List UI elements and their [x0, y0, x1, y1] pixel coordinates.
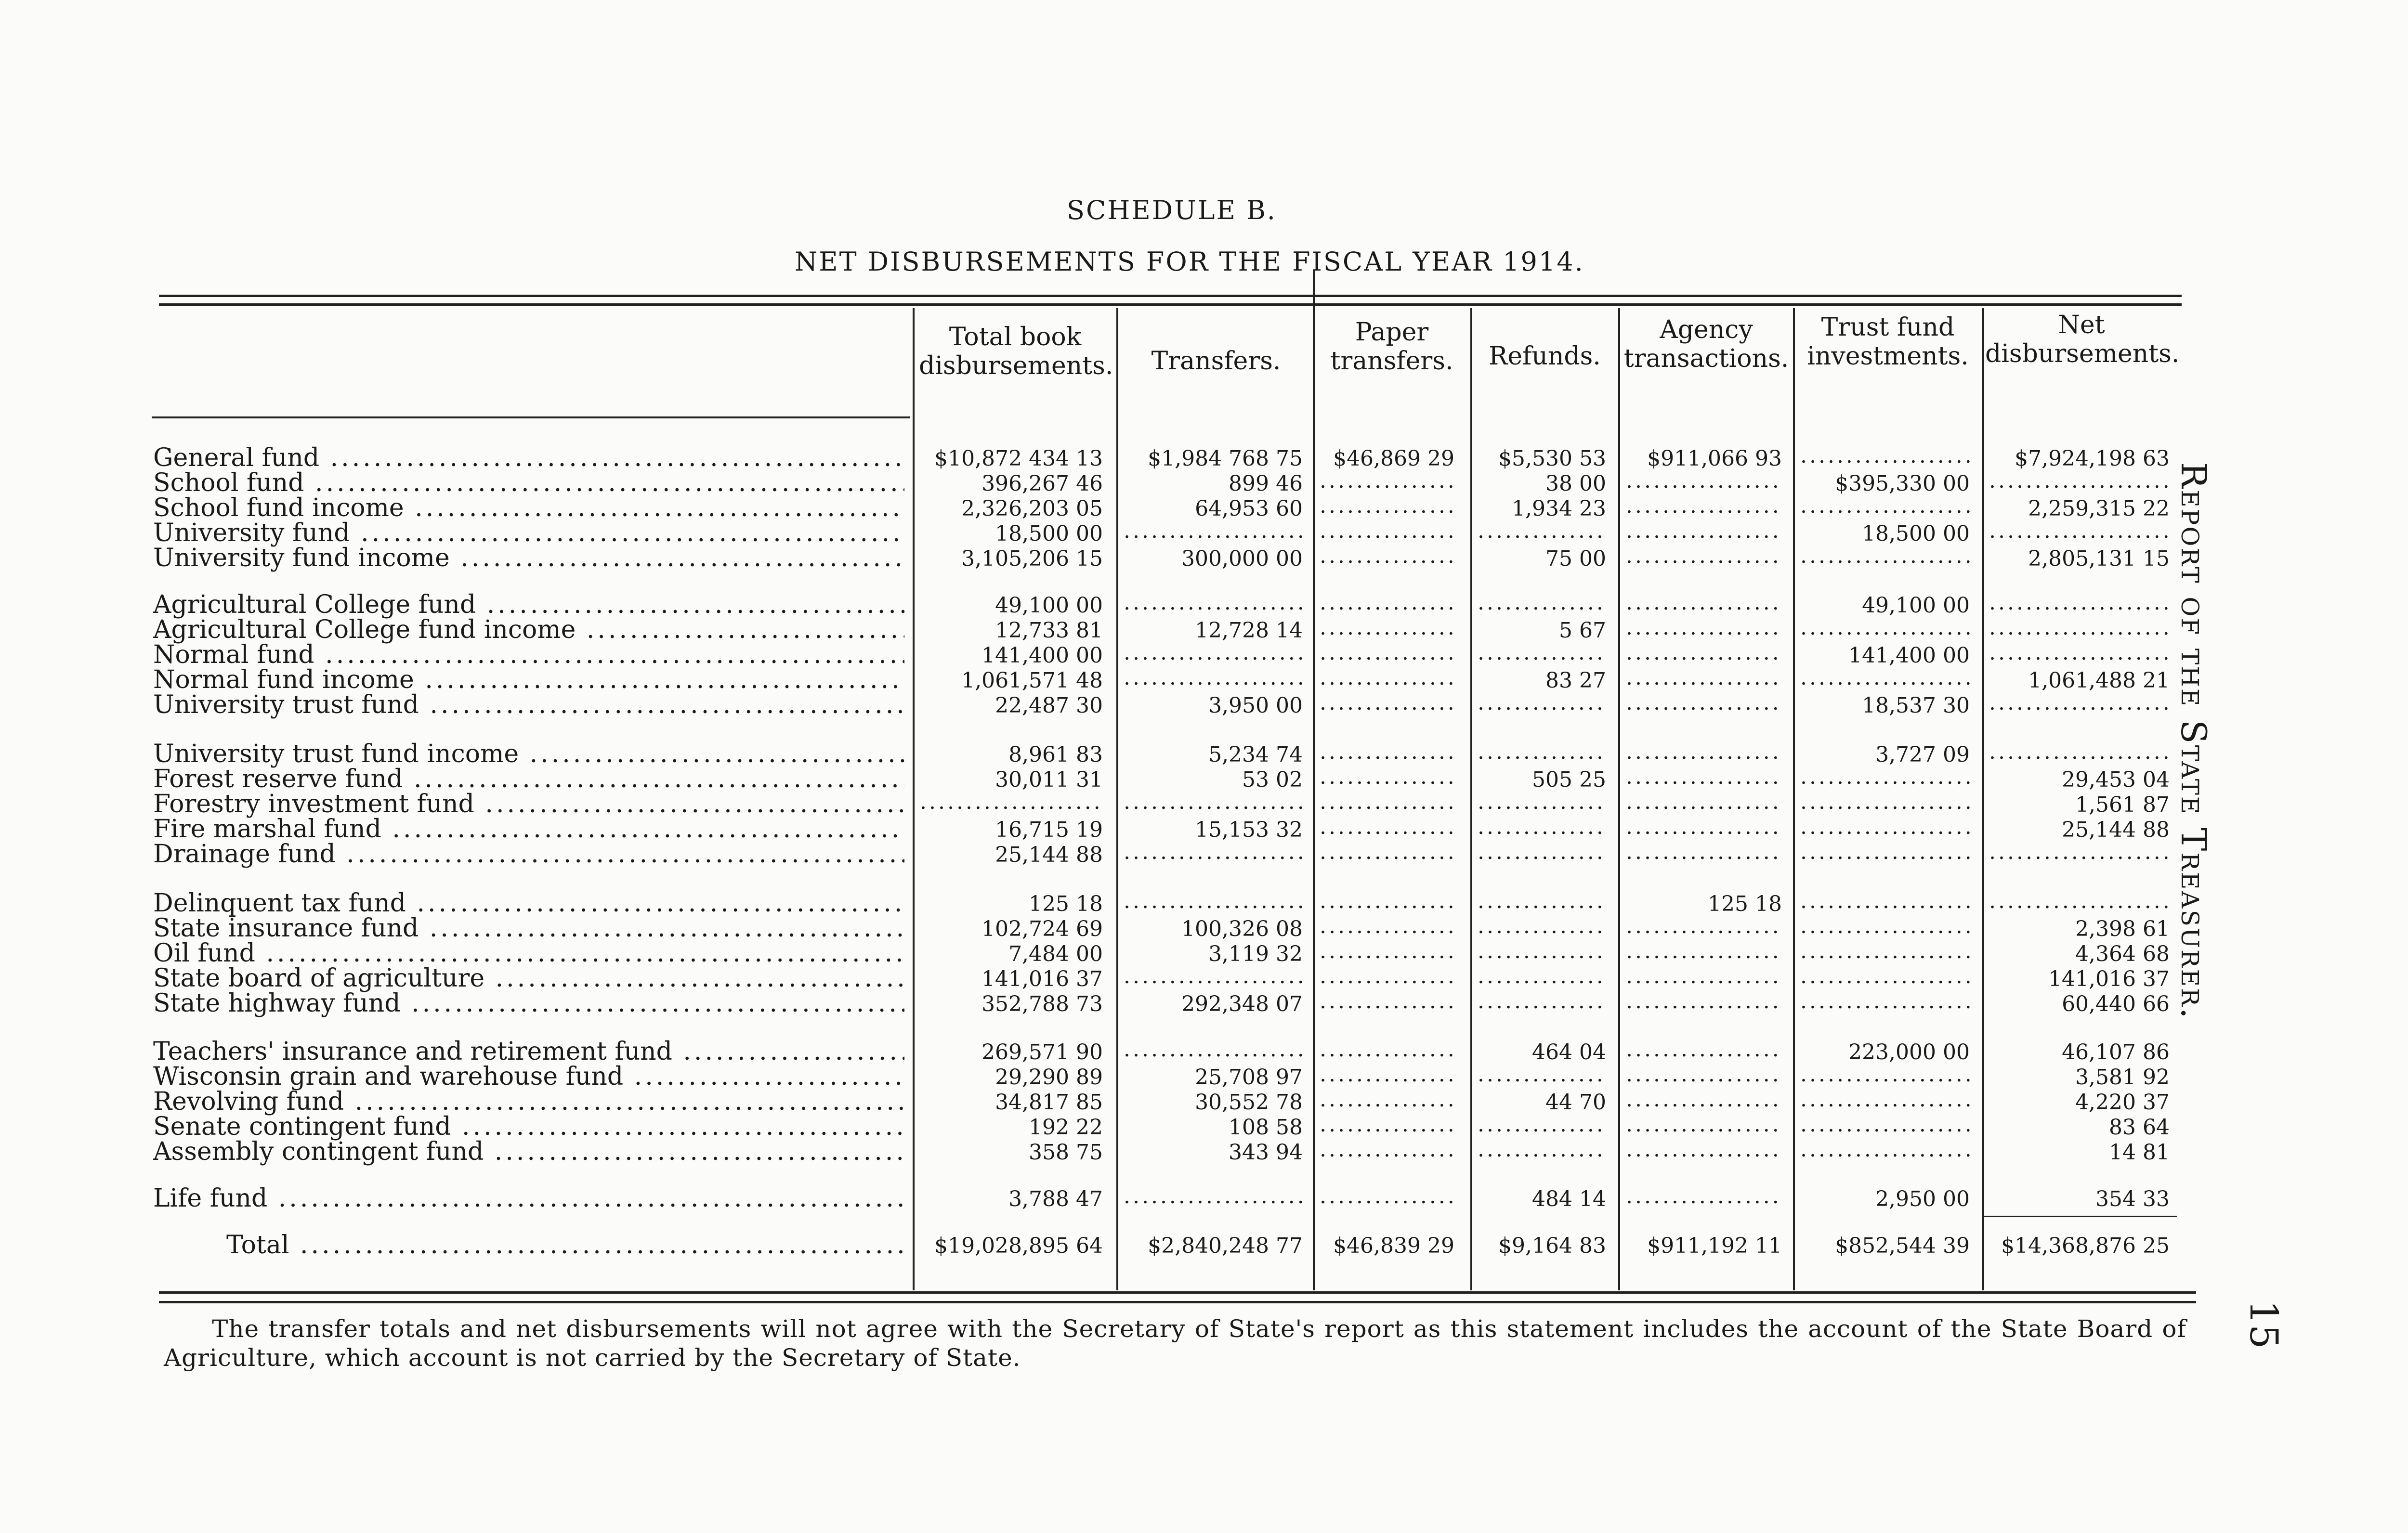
table-cell: $46,839 29 — [1333, 1234, 1454, 1258]
dot-leader — [1478, 518, 1606, 545]
dot-leader — [1124, 888, 1303, 915]
dot-leader — [1626, 988, 1782, 1015]
table-cell: $5,530 53 — [1498, 446, 1606, 471]
dot-leader — [1989, 468, 2170, 494]
dot-leader — [1800, 764, 1970, 791]
dot-leader — [1626, 789, 1782, 816]
row-label: State insurance fund ..... — [153, 914, 904, 943]
table-cell: 18,537 30 — [1862, 693, 1970, 718]
table-cell: $7,924,198 63 — [2015, 446, 2170, 471]
dot-leader — [1478, 1136, 1606, 1163]
column-header-total-book: Total book disbursements. — [919, 323, 1113, 380]
dot-leader — [1478, 1111, 1606, 1138]
column-rule-2 — [1116, 308, 1118, 1290]
table-cell: $9,164 83 — [1498, 1234, 1606, 1258]
table-cell: 5,234 74 — [1208, 742, 1303, 767]
dot-leader — [1800, 1086, 1970, 1113]
column-rule-5 — [1618, 308, 1620, 1290]
dot-leader — [1989, 739, 2170, 766]
dot-leader — [1626, 543, 1782, 570]
table-cell: 292,348 07 — [1181, 992, 1303, 1016]
dot-leader — [1478, 1061, 1606, 1088]
dot-leader — [1800, 938, 1970, 965]
row-label: Drainage fund ..... — [153, 840, 904, 869]
dot-leader — [1320, 1036, 1454, 1063]
table-cell: 3,105,206 15 — [961, 546, 1103, 571]
table-cell: 83 64 — [2109, 1115, 2170, 1140]
dot-leader — [1626, 1111, 1782, 1138]
dot-leader — [1626, 689, 1782, 716]
dot-leader — [1626, 814, 1782, 841]
row-label: Agricultural College fund ..... — [153, 590, 904, 619]
dot-leader — [1478, 963, 1606, 990]
table-cell: 15,153 32 — [1195, 818, 1303, 842]
dot-leader — [1320, 468, 1454, 494]
dot-leader — [1626, 493, 1782, 520]
page-number: 15 — [2241, 1300, 2286, 1349]
table-cell: 12,728 14 — [1195, 618, 1303, 643]
row-label: School fund ..... — [153, 468, 904, 497]
table-cell: $395,330 00 — [1835, 471, 1970, 496]
table-cell: 25,144 88 — [995, 843, 1103, 867]
dot-leader — [1626, 739, 1782, 766]
dot-leader — [1989, 614, 2170, 641]
table-top-rule-2 — [159, 303, 2182, 306]
dot-leader — [1989, 839, 2170, 866]
dot-leader — [1320, 1111, 1454, 1138]
table-cell: 1,061,488 21 — [2028, 668, 2170, 693]
dot-leader — [1320, 543, 1454, 570]
table-cell: 25,708 97 — [1195, 1065, 1303, 1090]
dot-leader — [1626, 938, 1782, 965]
dot-leader — [1800, 913, 1970, 940]
dot-leader — [1320, 1183, 1454, 1210]
table-cell: 8,961 83 — [1008, 742, 1103, 767]
column-header-trust-fund: Trust fund investments. — [1807, 313, 1969, 371]
total-rule — [1984, 1216, 2177, 1217]
dot-leader — [1800, 814, 1970, 841]
table-cell: 125 18 — [1029, 892, 1103, 916]
dot-leader — [1478, 689, 1606, 716]
dot-leader — [1320, 963, 1454, 990]
dot-leader — [1800, 1136, 1970, 1163]
dot-leader — [1124, 1036, 1303, 1063]
table-cell: 2,398 61 — [2075, 917, 2170, 941]
table-cell: 34,817 85 — [995, 1090, 1103, 1115]
row-label: Agricultural College fund income ..... — [153, 615, 904, 644]
table-cell: 484 14 — [1532, 1187, 1606, 1211]
column-header-paper-transfers: Paper transfers. — [1330, 318, 1453, 376]
table-cell: 30,011 31 — [995, 767, 1103, 792]
table-cell: 464 04 — [1532, 1040, 1606, 1065]
dot-leader — [1800, 789, 1970, 816]
dot-leader — [1320, 739, 1454, 766]
dot-leader — [1989, 639, 2170, 666]
row-label: Normal fund ..... — [153, 640, 904, 669]
table-cell: 12,733 81 — [995, 618, 1103, 643]
dot-leader — [1800, 614, 1970, 641]
dot-leader — [1320, 839, 1454, 866]
table-cell: 30,552 78 — [1195, 1090, 1303, 1115]
dot-leader — [1989, 689, 2170, 716]
table-cell: 60,440 66 — [2062, 992, 2170, 1016]
row-label: State board of agriculture ..... — [153, 964, 904, 993]
dot-leader — [1800, 1061, 1970, 1088]
dot-leader — [1626, 639, 1782, 666]
dot-leader — [1626, 468, 1782, 494]
dot-leader — [1320, 789, 1454, 816]
dot-leader — [1124, 664, 1303, 691]
dot-leader — [1320, 1086, 1454, 1113]
table-title: NET DISBURSEMENTS FOR THE FISCAL YEAR 1914. — [795, 247, 1584, 277]
table-cell: $1,984 768 75 — [1148, 446, 1303, 471]
dot-leader — [1124, 839, 1303, 866]
column-header-net: Net disbursements. — [1985, 311, 2180, 368]
table-cell: 4,364 68 — [2075, 942, 2170, 966]
table-cell: 3,950 00 — [1208, 693, 1303, 718]
table-cell: 343 94 — [1229, 1140, 1303, 1165]
table-cell: 46,107 86 — [2062, 1040, 2170, 1065]
dot-leader — [1320, 689, 1454, 716]
dot-leader — [1626, 1061, 1782, 1088]
dot-leader — [1124, 639, 1303, 666]
table-cell: $10,872 434 13 — [934, 446, 1103, 471]
dot-leader — [1800, 493, 1970, 520]
row-label: University trust fund ..... — [153, 690, 904, 719]
dot-leader — [1124, 589, 1303, 616]
table-cell: 899 46 — [1229, 471, 1303, 496]
dot-leader — [1124, 518, 1303, 545]
table-cell: 396,267 46 — [982, 471, 1103, 496]
table-cell: $852,544 39 — [1835, 1234, 1970, 1258]
dot-leader — [1124, 963, 1303, 990]
table-cell: $2,840,248 77 — [1148, 1234, 1303, 1258]
dot-leader — [1320, 913, 1454, 940]
table-bottom-rule-2 — [159, 1301, 2196, 1303]
table-cell: 352,788 73 — [982, 992, 1103, 1016]
dot-leader — [1320, 888, 1454, 915]
table-cell: 141,016 37 — [2048, 967, 2170, 991]
table-cell: 16,715 19 — [995, 818, 1103, 842]
row-label: Life fund ..... — [153, 1184, 904, 1213]
dot-leader — [1800, 1111, 1970, 1138]
row-label: State highway fund ..... — [153, 989, 904, 1018]
dot-leader — [1626, 1036, 1782, 1063]
table-cell: $14,368,876 25 — [2001, 1234, 2170, 1258]
dot-leader — [1800, 543, 1970, 570]
table-cell: 7,484 00 — [1008, 942, 1103, 966]
dot-leader — [1478, 988, 1606, 1015]
dot-leader — [1626, 1086, 1782, 1113]
table-cell: 49,100 00 — [995, 593, 1103, 618]
row-label: University fund ..... — [153, 519, 904, 547]
schedule-title: SCHEDULE B. — [1067, 195, 1277, 225]
dot-leader — [1320, 518, 1454, 545]
table-cell: 125 18 — [1708, 892, 1782, 916]
column-header-transfers: Transfers. — [1151, 347, 1281, 376]
table-cell: 83 27 — [1545, 668, 1606, 693]
table-cell: 1,561 87 — [2075, 792, 2170, 817]
dot-leader — [1626, 839, 1782, 866]
dot-leader — [1626, 963, 1782, 990]
dot-leader — [1626, 589, 1782, 616]
table-cell: 1,934 23 — [1512, 496, 1606, 521]
table-cell: 49,100 00 — [1862, 593, 1970, 618]
table-cell: 18,500 00 — [1862, 521, 1970, 546]
dot-leader — [1478, 639, 1606, 666]
row-label: Wisconsin grain and warehouse fund ..... — [153, 1062, 904, 1091]
running-head-side: Report of the State Treasurer. — [2173, 462, 2214, 1020]
table-cell: 100,326 08 — [1181, 917, 1303, 941]
dot-leader — [1626, 1136, 1782, 1163]
table-cell: 25,144 88 — [2062, 818, 2170, 842]
row-label: University trust fund income ..... — [153, 740, 904, 768]
table-cell: 22,487 30 — [995, 693, 1103, 718]
dot-leader — [1626, 1183, 1782, 1210]
table-cell: 354 33 — [2095, 1187, 2170, 1211]
dot-leader — [1800, 442, 1970, 469]
row-label: Fire marshal fund ..... — [153, 815, 904, 844]
dot-leader — [1320, 589, 1454, 616]
dot-leader — [1320, 814, 1454, 841]
dot-leader — [1320, 764, 1454, 791]
table-cell: 141,400 00 — [1848, 643, 1970, 668]
dot-leader — [1320, 664, 1454, 691]
table-cell: $911,066 93 — [1647, 446, 1782, 471]
footnote: The transfer totals and net disbursements will not agree with the Secretary of State's report as this statement includes the account of the State Board of Agriculture, which account is not carried by the Secretary of State. — [164, 1315, 2186, 1372]
dot-leader — [1320, 938, 1454, 965]
dot-leader — [1989, 518, 2170, 545]
table-cell: 3,119 32 — [1208, 942, 1303, 966]
dot-leader — [1626, 913, 1782, 940]
dot-leader — [1478, 938, 1606, 965]
row-label: Revolving fund ..... — [153, 1087, 904, 1116]
dot-leader — [1124, 1183, 1303, 1210]
dot-leader — [1478, 589, 1606, 616]
dot-leader — [1800, 963, 1970, 990]
table-cell: 2,805,131 15 — [2028, 546, 2170, 571]
dot-leader — [1320, 1136, 1454, 1163]
table-cell: 269,571 90 — [982, 1040, 1103, 1065]
table-cell: 3,581 92 — [2075, 1065, 2170, 1090]
table-cell: 4,220 37 — [2075, 1090, 2170, 1115]
dot-leader — [1320, 639, 1454, 666]
total-label: Total ..... — [226, 1231, 905, 1260]
row-label: Oil fund ..... — [153, 939, 904, 968]
table-cell: 64,953 60 — [1195, 496, 1303, 521]
table-bottom-rule — [159, 1291, 2196, 1294]
dot-leader — [1800, 664, 1970, 691]
dot-leader — [1626, 664, 1782, 691]
dot-leader — [1626, 614, 1782, 641]
table-cell: 75 00 — [1545, 546, 1606, 571]
table-cell: 102,724 69 — [982, 917, 1103, 941]
table-cell: 223,000 00 — [1848, 1040, 1970, 1065]
table-cell: 141,400 00 — [982, 643, 1103, 668]
dot-leader — [1800, 988, 1970, 1015]
table-cell: 505 25 — [1532, 767, 1606, 792]
dot-leader — [1478, 814, 1606, 841]
dot-leader — [1478, 839, 1606, 866]
dot-leader — [1320, 1061, 1454, 1088]
row-label: School fund income ..... — [153, 494, 904, 522]
row-label: Teachers' insurance and retirement fund ..... — [153, 1037, 904, 1066]
dot-leader — [1626, 764, 1782, 791]
dot-leader — [1124, 789, 1303, 816]
row-label: Forest reserve fund ..... — [153, 765, 904, 793]
dot-leader — [1320, 614, 1454, 641]
header-separator — [152, 416, 910, 418]
dot-leader — [1989, 589, 2170, 616]
dot-leader — [1478, 913, 1606, 940]
table-cell: 192 22 — [1029, 1115, 1103, 1140]
dot-leader — [920, 789, 1103, 816]
column-header-agency: Agency transactions. — [1623, 315, 1789, 373]
table-cell: 2,326,203 05 — [961, 496, 1103, 521]
column-header-refunds: Refunds. — [1489, 342, 1601, 371]
column-rule-6 — [1793, 308, 1795, 1290]
dot-leader — [1478, 739, 1606, 766]
table-cell: 3,727 09 — [1875, 742, 1970, 767]
dot-leader — [1800, 888, 1970, 915]
table-cell: 5 67 — [1559, 618, 1606, 643]
table-cell: 358 75 — [1029, 1140, 1103, 1165]
table-cell: 141,016 37 — [982, 967, 1103, 991]
dot-leader — [1800, 839, 1970, 866]
table-cell: $46,869 29 — [1333, 446, 1454, 471]
row-label: Forestry investment fund ..... — [153, 790, 904, 818]
column-rule-7 — [1982, 308, 1984, 1290]
row-label: University fund income ..... — [153, 544, 904, 572]
row-label: General fund ..... — [153, 443, 904, 472]
table-cell: 29,453 04 — [2062, 767, 2170, 792]
table-top-rule — [159, 295, 2182, 297]
dot-leader — [1626, 518, 1782, 545]
table-cell: 2,259,315 22 — [2028, 496, 2170, 521]
column-rule-3 — [1313, 270, 1315, 1290]
column-rule-4 — [1470, 308, 1472, 1290]
table-cell: 2,950 00 — [1875, 1187, 1970, 1211]
table-cell: 18,500 00 — [995, 521, 1103, 546]
dot-leader — [1478, 888, 1606, 915]
row-label: Assembly contingent fund ..... — [153, 1137, 904, 1166]
table-cell: 38 00 — [1545, 471, 1606, 496]
table-cell: 14 81 — [2109, 1140, 2170, 1165]
row-label: Normal fund income ..... — [153, 665, 904, 694]
table-cell: 29,290 89 — [995, 1065, 1103, 1090]
table-cell: 108 58 — [1229, 1115, 1303, 1140]
row-label: Delinquent tax fund ..... — [153, 889, 904, 918]
dot-leader — [1320, 988, 1454, 1015]
table-cell: 1,061,571 48 — [961, 668, 1103, 693]
table-cell: $19,028,895 64 — [934, 1234, 1103, 1258]
row-label: Senate contingent fund ..... — [153, 1112, 904, 1141]
table-cell: $911,192 11 — [1647, 1234, 1782, 1258]
column-rule-1 — [913, 308, 915, 1290]
table-cell: 44 70 — [1545, 1090, 1606, 1115]
dot-leader — [1478, 789, 1606, 816]
dot-leader — [1320, 493, 1454, 520]
table-cell: 53 02 — [1242, 767, 1303, 792]
dot-leader — [1989, 888, 2170, 915]
table-cell: 300,000 00 — [1181, 546, 1303, 571]
table-cell: 3,788 47 — [1008, 1187, 1103, 1211]
